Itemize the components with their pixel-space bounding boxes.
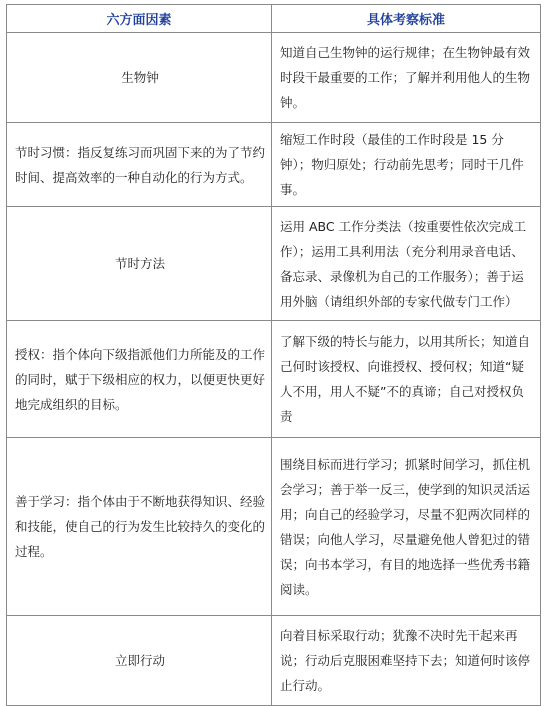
table-row [7, 616, 541, 706]
table-row [7, 123, 541, 207]
table-row [7, 321, 541, 438]
factor-text: 节时习惯：指反复练习而巩固下来的为了节约时间、提高效率的一种自动化的行为方式。 [15, 144, 266, 185]
factor-cell [7, 33, 272, 123]
header-criteria: 具体考察标准 [272, 5, 541, 33]
criteria-text: 缩短工作时段（最佳的工作时段是 15 分钟）；物归原处；行动前先思考；同时干几件事。 [280, 132, 524, 197]
factor-cell [7, 207, 272, 321]
criteria-cell [272, 207, 541, 321]
table-row [7, 438, 541, 616]
criteria-cell [272, 616, 541, 706]
criteria-text: 向着目标采取行动；犹豫不决时先干起来再说；行动后克服困难坚持下去；知道何时该停止行动。 [280, 628, 531, 693]
criteria-cell [272, 123, 541, 207]
header-factors: 六方面因素 [7, 5, 272, 33]
criteria-text: 围绕目标而进行学习；抓紧时间学习，抓住机会学习；善于举一反三，使学到的知识灵活运用；向自己的经验学习，尽量不犯两次同样的错误；向他人学习，尽量避免他人曾犯过的错误；向书本学习，有目的地选择一些优秀书籍阅读。 [280, 456, 531, 597]
criteria-table [6, 4, 541, 706]
factor-cell [7, 616, 272, 706]
table-row [7, 33, 541, 123]
factor-text: 授权：指个体向下级指派他们力所能及的工作的同时，赋于下级相应的权力，以便更快更好地完成组织的目标。 [15, 346, 266, 412]
factor-text: 节时方法 [114, 256, 165, 271]
factor-text: 立即行动 [114, 653, 165, 668]
factor-text: 生物钟 [121, 70, 159, 85]
table-row [7, 207, 541, 321]
criteria-text: 了解下级的特长与能力，以用其所长；知道自己何时该授权、向谁授权、授何权；知道“疑人不用，用人不疑”不的真谛；自己对授权负责 [280, 334, 531, 424]
criteria-text: 知道自己生物钟的运行规律；在生物钟最有效时段干最重要的工作；了解并利用他人的生物钟。 [280, 45, 531, 110]
factor-cell [7, 321, 272, 438]
factor-cell [7, 438, 272, 616]
factor-cell [7, 123, 272, 207]
criteria-text: 运用 ABC 工作分类法（按重要性依次完成工作）；运用工具利用法（充分利用录音电话、备忘录、录像机为自己的工作服务）；善于运用外脑（请组织外部的专家代做专门工作） [280, 218, 527, 309]
factor-text: 善于学习：指个体由于不断地获得知识、经验和技能，使自己的行为发生比较持久的变化的过程。 [15, 494, 266, 559]
criteria-cell [272, 438, 541, 616]
criteria-cell [272, 321, 541, 438]
criteria-cell [272, 33, 541, 123]
table-header-row [7, 5, 541, 33]
